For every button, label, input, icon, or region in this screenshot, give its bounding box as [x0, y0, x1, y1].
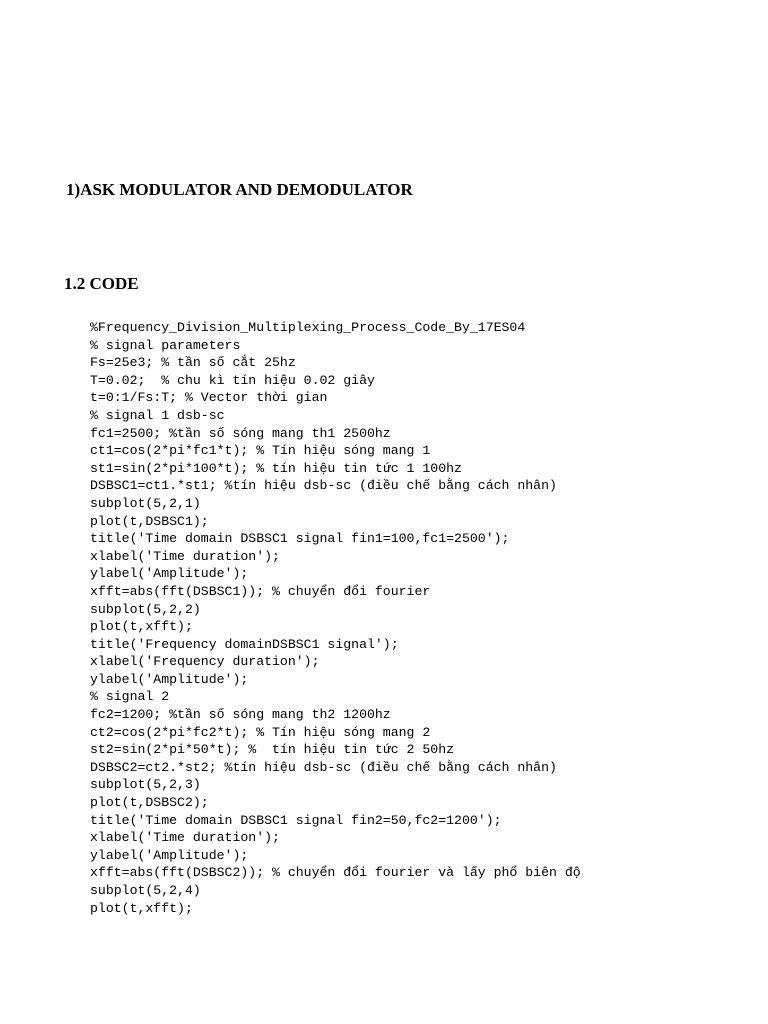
code-block: [90, 319, 581, 917]
code-line: fc2=1200; %tần số sóng mang th2 1200hz: [90, 707, 391, 723]
code-line: plot(t,DSBSC1);: [90, 513, 209, 529]
code-line: ct1=cos(2*pi*fc1*t); % Tín hiệu sóng mang 1: [90, 443, 431, 459]
code-line: title('Frequency domainDSBSC1 signal');: [90, 636, 399, 652]
code-line: T=0.02; % chu kì tín hiệu 0.02 giây: [90, 372, 375, 388]
code-line: title('Time domain DSBSC1 signal fin1=100,fc1=2500');: [90, 531, 510, 547]
code-line: xlabel('Frequency duration');: [90, 654, 320, 670]
code-line: st1=sin(2*pi*100*t); % tín hiệu tin tức 1 100hz: [90, 460, 462, 476]
code-line: ylabel('Amplitude');: [90, 847, 249, 863]
code-line: subplot(5,2,1): [90, 495, 201, 511]
code-line: t=0:1/Fs:T; % Vector thời gian: [90, 390, 328, 406]
code-line: xlabel('Time duration');: [90, 548, 280, 564]
code-line: % signal parameters: [90, 337, 241, 353]
code-line: st2=sin(2*pi*50*t); % tín hiệu tin tức 2 50hz: [90, 742, 455, 758]
section-title: 1)ASK MODULATOR AND DEMODULATOR: [66, 180, 413, 199]
code-line: %Frequency_Division_Multiplexing_Process_Code_By_17ES04: [90, 320, 526, 335]
code-line: DSBSC1=ct1.*st1; %tín hiệu dsb-sc (điều chế bằng cách nhân): [90, 478, 557, 494]
code-line: xfft=abs(fft(DSBSC1)); % chuyển đổi fourier: [90, 583, 431, 599]
subsection-title: 1.2 CODE: [64, 274, 139, 293]
code-line: ct2=cos(2*pi*fc2*t); % Tín hiệu sóng mang 2: [90, 724, 431, 740]
code-line: ylabel('Amplitude');: [90, 566, 249, 582]
code-line: title('Time domain DSBSC1 signal fin2=50,fc2=1200');: [90, 812, 502, 828]
code-line: subplot(5,2,2): [90, 601, 201, 617]
code-line: xlabel('Time duration');: [90, 830, 280, 846]
code-line: plot(t,xfft);: [90, 900, 193, 916]
code-line: plot(t,xfft);: [90, 619, 193, 635]
code-line: plot(t,DSBSC2);: [90, 795, 209, 811]
code-line: % signal 1 dsb-sc: [90, 407, 225, 423]
code-line: ylabel('Amplitude');: [90, 671, 249, 687]
code-line: subplot(5,2,3): [90, 777, 201, 793]
code-line: subplot(5,2,4): [90, 883, 201, 898]
code-line: Fs=25e3; % tần số cắt 25hz: [90, 355, 296, 371]
code-line: % signal 2: [90, 689, 170, 705]
code-line: xfft=abs(fft(DSBSC2)); % chuyển đổi fourier và lấy phổ biên độ: [90, 865, 581, 881]
code-line: DSBSC2=ct2.*st2; %tín hiệu dsb-sc (điều chế bằng cách nhân): [90, 759, 557, 775]
code-line: fc1=2500; %tần số sóng mang th1 2500hz: [90, 425, 391, 441]
